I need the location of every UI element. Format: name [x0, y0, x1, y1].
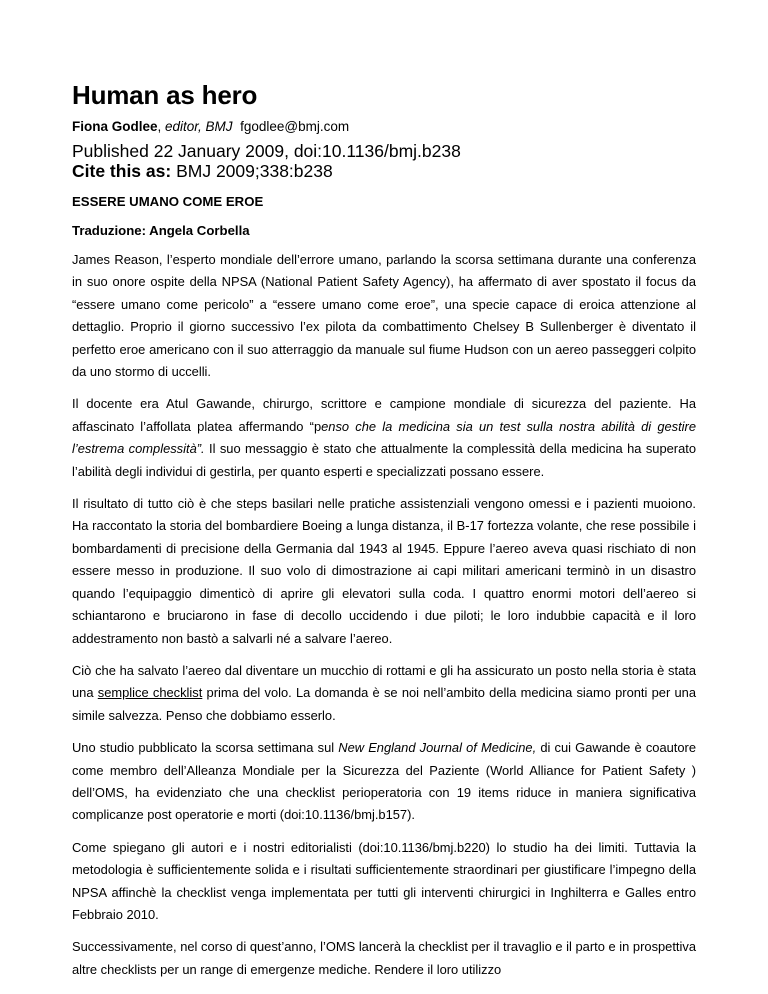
- paragraph-2-quote: enso che la medicina sia un test sulla nostra abilità di gestire l’estrema complessità”.: [72, 418, 697, 457]
- paragraph-2: [72, 393, 696, 483]
- author-role: editor, BMJ: [165, 119, 233, 134]
- paragraph-3: Il risultato di tutto ciò è che steps basilari nelle pratiche assistenziali vengono omessi e i pazienti muoiono. Ha raccontato la storia del bombardiere Boeing a lunga distanza, il B-17 fortezza volante, che rese possibile i bombardamenti di precisione della Germania dal 1943 al 1945. Eppure l’aereo aveva quasi rischiato di non essere messo in produzione. Il suo volo di dimostrazione ai capi militari americani terminò in un disastro quando l’equipaggio dimenticò di aprire gli elevatori sulla coda. I quattro enormi motori dell’aereo si schiantarono e bruciarono in fase di decollo uccidendo i due piloti; le loro indubbie capacità e il loro addestramento non bastò a salvarli né a salvare l’aereo.: [72, 496, 696, 646]
- paragraph-4-text-b: prima del volo. La domanda è se noi nell’ambito della medicina siamo pronti per una simile salvezza. Penso che dobbiamo esserlo.: [72, 685, 696, 723]
- journal-name: New England Journal of Medicine,: [338, 740, 537, 756]
- paragraph-5-text-a: Uno studio pubblicato la scorsa settimana sul: [72, 740, 339, 756]
- paragraph-4-text-a: Ciò che ha salvato l’aereo dal diventare un mucchio di rottami e gli ha assicurato un posto nella storia è stata una: [72, 662, 696, 701]
- paragraph-6: Come spiegano gli autori e i nostri editorialisti (doi:10.1136/bmj.b220) lo studio ha dei limiti. Tuttavia la metodologia è sufficientemente solida e i risultati sufficientemente straordinari per giustificare l’impegno della NPSA affinchè la checklist venga implementata per tutti gli interventi chirurgici in Inghilterra e Galles entro Febbraio 2010.: [72, 839, 696, 922]
- citation-value: BMJ 2009;338:b238: [176, 161, 333, 181]
- paragraph-1: James Reason, l’esperto mondiale dell’errore umano, parlando la scorsa settimana durante una conferenza in suo onore ospite della NPSA (National Patient Safety Agency), ha affermato di aver spostato il focus da “essere umano come pericolo” a “essere umano come eroe”, una specie capace di eroica attenzione al dettaglio. Proprio il giorno successivo l’ex pilota da combattimento Chelsey B Sullenberger è diventato il perfetto eroe americano con il suo atterraggio da manuale sul fiume Hudson con un aereo passeggeri colpito da uno stormo di uccelli.: [72, 252, 696, 380]
- paragraph-7: Successivamente, nel corso di quest’anno, l’OMS lancerà la checklist per il travaglio e il parto e in prospettiva altre checklists per un range di emergenze mediche. Rendere il loro utilizzo: [72, 939, 696, 977]
- paragraph-2-text-b: Il suo messaggio è stato che attualmente la complessità della medicina ha superato l’abilità degli individui di gestirla, per quanto esperti e specializzati possano essere.: [72, 441, 696, 479]
- section-heading: ESSERE UMANO COME EROE: [72, 194, 264, 209]
- paragraph-4: [72, 660, 696, 727]
- author-email: fgodlee@bmj.com: [240, 119, 350, 134]
- citation: [72, 161, 696, 181]
- paragraph-2-text-a: Il docente era Atul Gawande, chirurgo, scrittore e campione mondiale di sicurezza del paziente. Ha affascinato l’affollata platea affermando “p: [72, 396, 696, 434]
- paragraph-5-text-b: di cui Gawande è coautore come membro dell’Alleanza Mondiale per la Sicurezza del Paziente (World Alliance for Patient Safety ) dell’OMS, ha evidenziato che una checklist perioperatoria con 19 items riduce in maniera significativa complicanze post operatorie e morti (doi:10.1136/bmj.b157).: [72, 740, 696, 823]
- publication-info: Published 22 January 2009, doi:10.1136/bmj.b238: [72, 141, 461, 161]
- article-title: Human as hero: [72, 80, 258, 110]
- translator-credit: Traduzione: Angela Corbella: [72, 223, 250, 238]
- author-name: Fiona Godlee: [72, 119, 158, 134]
- checklist-link[interactable]: semplice checklist: [97, 685, 203, 701]
- byline: Fiona Godlee, editor, BMJ fgodlee@bmj.com: [72, 119, 350, 134]
- paragraph-5: [72, 737, 696, 827]
- citation-label: Cite this as:: [72, 161, 172, 181]
- article: [72, 80, 696, 981]
